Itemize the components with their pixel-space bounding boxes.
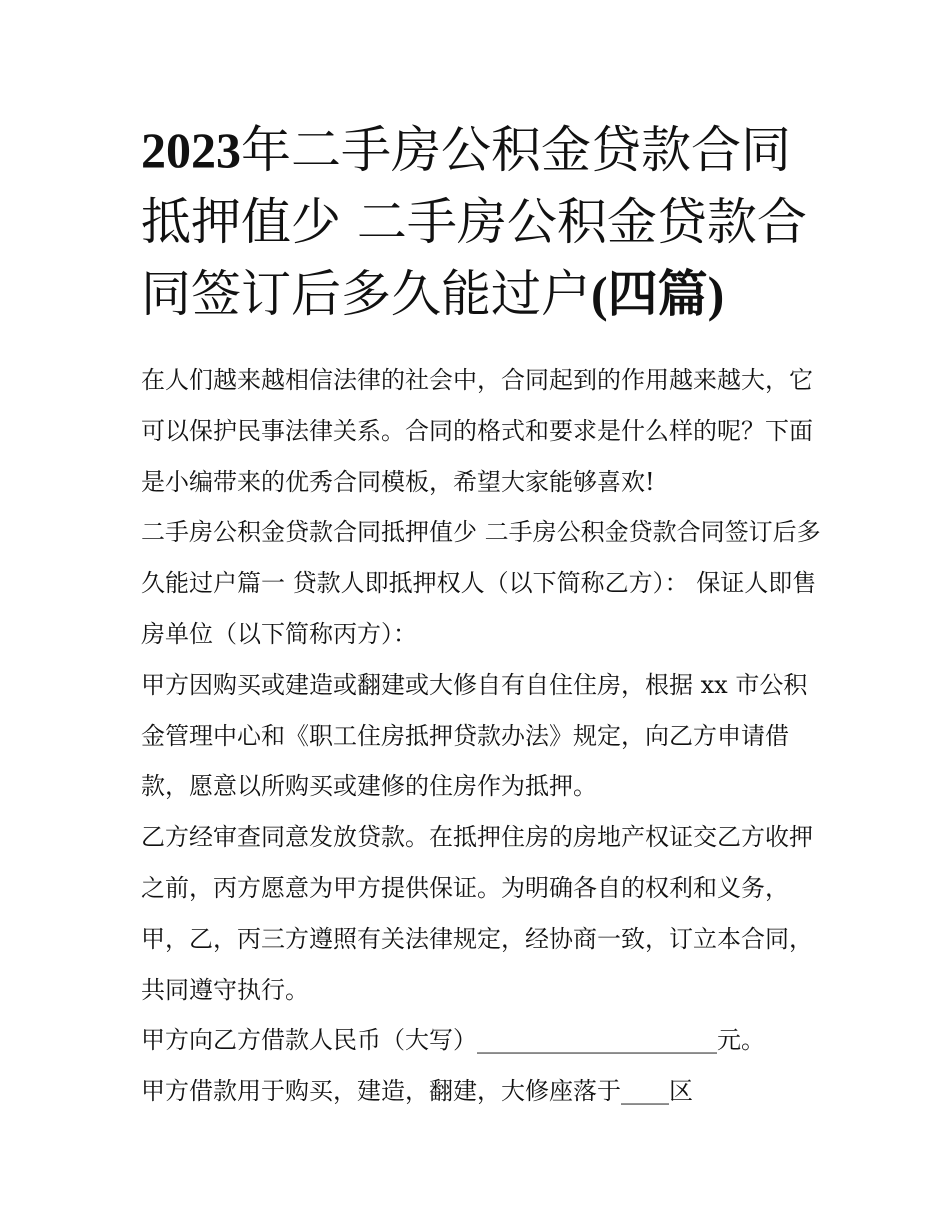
paragraph-loan-use: 甲方借款用于购买，建造，翻建，大修座落于____区 (141, 1077, 693, 1106)
title-year: 2023 (141, 122, 241, 178)
paragraph-purpose: 甲方因购买或建造或翻建或大修自有自住住房，根据 xx 市公积金管理中心和《职工住房抵押贷款办法》规定，向乙方申请借款，愿意以所购买或建修的住房作为抵押。 (141, 670, 808, 801)
title-text: 年二手房公积金贷款合同抵押值少 二手房公积金贷款合同签订后多久能过户 (141, 121, 807, 323)
paragraph-loan-amount: 甲方向乙方借款人民币（大写）____________________元。 (141, 1026, 765, 1055)
paragraph-agreement: 乙方经审查同意发放贷款。在抵押住房的房地产权证交乙方收押之前，丙方愿意为甲方提供保证。为明确各自的权利和义务，甲，乙，丙三方遵照有关法律规定，经协商一致，订立本合同，共同遵守执行。 (141, 823, 813, 1004)
document-body (141, 355, 821, 1117)
title-suffix: (四篇) (591, 266, 725, 322)
paragraph-parties: 二手房公积金贷款合同抵押值少 二手房公积金贷款合同签订后多久能过户篇一 贷款人即抵押权人（以下简称乙方）： 保证人即售房单位（以下简称丙方）： (141, 518, 821, 648)
document-title (141, 114, 821, 330)
paragraph-intro: 在人们越来越相信法律的社会中，合同起到的作用越来越大，它可以保护民事法律关系。合同的格式和要求是什么样的呢？下面是小编带来的优秀合同模板，希望大家能够喜欢! (141, 366, 813, 496)
